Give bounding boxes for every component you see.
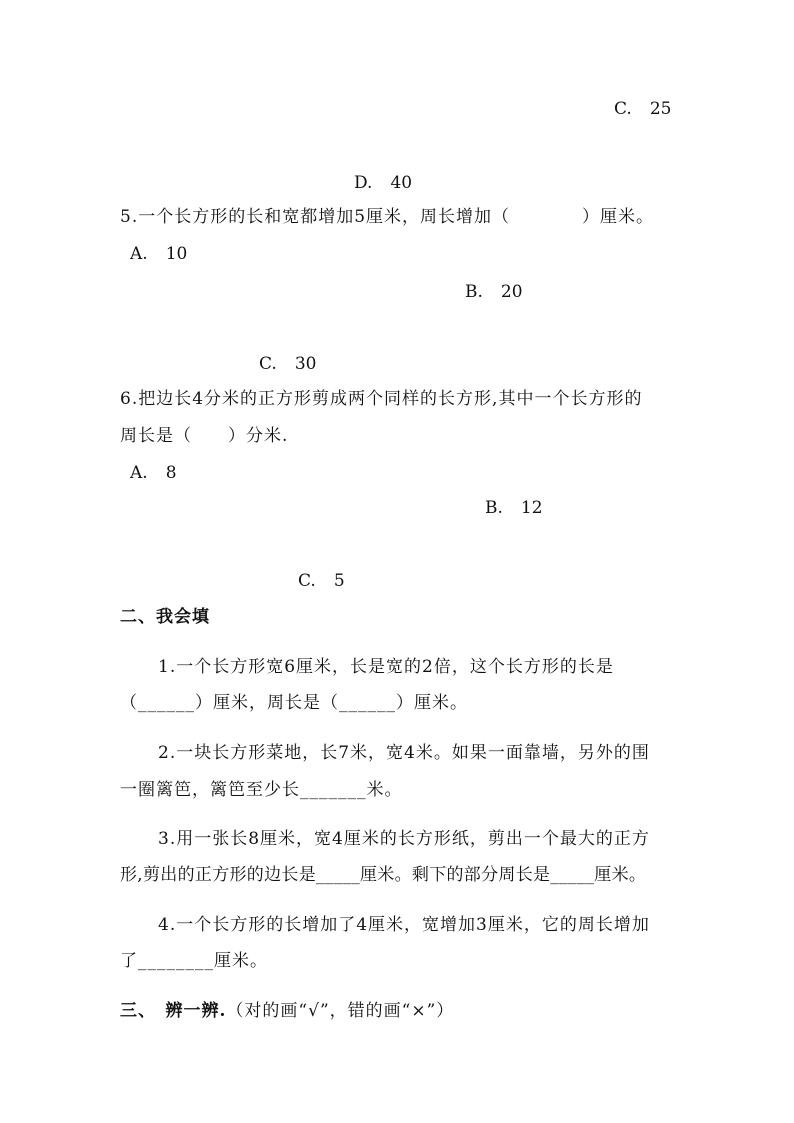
option-letter: B. (465, 282, 483, 302)
section3-title: 三、 辨一辨. (120, 1001, 227, 1021)
option-letter: B. (485, 498, 503, 518)
option-value: 5 (333, 571, 345, 591)
q6-option-b (485, 497, 543, 519)
fill-item-2-line1: 2.一块长方形菜地，长7米，宽4米。如果一面靠墙，另外的围 (158, 743, 650, 763)
fill-item-4-line1: 4.一个长方形的长增加了4厘米，宽增加3厘米，它的周长增加 (158, 915, 650, 935)
fill-item-1-line1: 1.一个长方形宽6厘米，长是宽的2倍，这个长方形的长是 (158, 657, 614, 677)
option-value: 25 (649, 99, 672, 119)
q6-question-line1: 6.把边长4分米的正方形剪成两个同样的长方形,其中一个长方形的 (120, 389, 643, 409)
section2-title: 二、我会填 (120, 607, 210, 627)
option-value: 30 (294, 354, 317, 374)
option-value: 8 (165, 463, 177, 483)
option-letter: C. (259, 354, 277, 374)
option-letter: A. (130, 244, 148, 264)
q5-option-a (130, 243, 187, 265)
fill-item-3-line1: 3.用一张长8厘米，宽4厘米的长方形纸，剪出一个最大的正方 (158, 829, 650, 849)
option-value: 10 (165, 244, 188, 264)
q4-option-c (614, 98, 671, 120)
q6-option-a (130, 462, 177, 484)
option-letter: D. (354, 173, 373, 193)
section3-heading (120, 1000, 454, 1022)
q6-option-c (298, 570, 345, 592)
option-letter: C. (298, 571, 316, 591)
option-value: 20 (500, 282, 523, 302)
option-value: 40 (390, 173, 413, 193)
section3-note: （对的画“√”，错的画“×”） (226, 1001, 455, 1021)
fill-item-3-line2: 形,剪出的正方形的边长是_____厘米。剩下的部分周长是_____厘米。 (120, 865, 647, 885)
q6-question-line2: 周长是（ ）分米. (120, 426, 289, 446)
fill-item-4-line2: 了________厘米。 (120, 951, 268, 971)
q4-option-d (354, 172, 412, 194)
option-letter: A. (130, 463, 148, 483)
q5-option-c (259, 353, 316, 375)
option-letter: C. (614, 99, 632, 119)
fill-item-2-line2: 一圈篱笆，篱笆至少长_______米。 (120, 780, 403, 800)
q5-option-b (465, 281, 523, 303)
q5-question-text: 5.一个长方形的长和宽都增加5厘米，周长增加（ ）厘米。 (120, 207, 655, 227)
fill-item-1-line2: （______）厘米，周长是（______）厘米。 (120, 693, 468, 713)
option-value: 12 (520, 498, 543, 518)
